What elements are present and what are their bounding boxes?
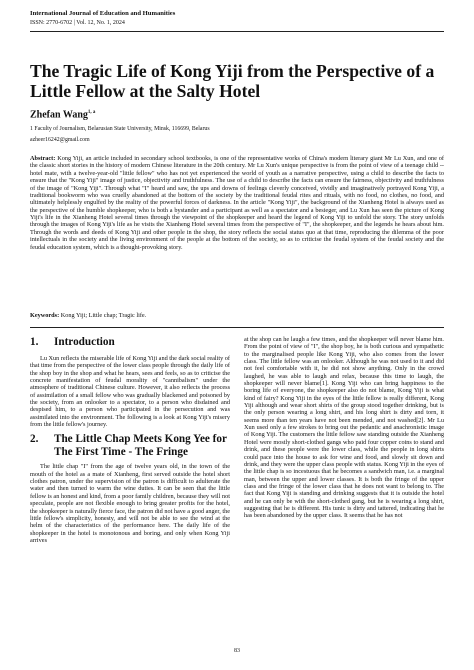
section-2-heading (30, 433, 230, 459)
section-2-text: The little chap "I" from the age of twelve years old, in the town of the mouth of the hotel as a mate of Xianheng, first served outside the hotel short clothes patron, under the supervision of the patron is difficult to adulterate the water and then turned to warm the wine duties. It can be seen that the little fellow is an honest and kind, from a poor family children, because they will not speculate, people are not flexible enough to bring greater profits for the hotel, the shopkeeper is naturally fierce face, the patron did not have a good anger, the little fellow's simplicity, honesty, and will not be able to see the wind at the helm of the characteristics of the performance here. The daily life of the shopkeeper in the hotel is monotonous and boring, and only when Kong Yiji arrives (30, 463, 231, 544)
author-name: Zhefan Wang (30, 109, 88, 121)
journal-name: International Journal of Education and Humanities (30, 10, 176, 17)
abstract-text: Kong Yiji, an article included in secondary school textbooks, is one of the representative works of China's modern literary giant Mr Lu Xun, and one of the classic short stories in the history of modern Chinese literature in the 20th century. Mr Lu Xun's unique perspective is from the point of view of a teenage child -- hotel mate, with a twelve-year-old "little fellow" who has not yet experienced the world of youth as a narrative perspective, using a child to describe the facts to ensure that the "Kong Yiji" image of justice, objectivity and truthfulness. The use of a child to describe the facts can ensure the fairness, objectivity and truthfulness of the image of "Kong Yiji". Through what "I" heard and saw, the ups and downs of feelings cleverly conceived, vividly and imaginatively portrayed Kong Yiji, a traditional bookworm who was cruelly abandoned at the bottom of the society by the traditional feudal rites and rituals, with no food, no clothes, no food, and ultimately helplessly engulfed by the reality of the powerful forces of darkness. In the article "Kong Yiji", the background of the Xianheng Hotel is always used as the perspective of the humble shopkeeper, who is both a bystander and a participant as well as a spectator and a besieger, and Lu Xun has seen the picture of Kong Yiji's life in the Xianheng Hotel several times through the viewpoint of the shopkeeper and heard the legend of Kong Yiji to unfold the story. The story unfolds through the images of Kong Yiji's life as he visits the Xianheng Hotel several times from the perspective of "I", the shopkeeper, and the legends he hears about him. Through the words and deeds of Kong Yiji and other people in the shop, the story reflects the social status quo at that time, reproducing the dilemma of the poor intellectuals in the society and the living environment of the people at the bottom of the society, so as to criticise the feudal system of the feudal society and the feudal education system, which is a thought-provoking story. (30, 155, 445, 251)
affiliation: 1 Faculty of Journalism, Belarusian State University, Minsk, 116699, Belarus (30, 126, 210, 132)
section-1-number: 1. (30, 336, 39, 348)
issn-line: ISSN: 2770-6702 | Vol. 12, No. 1, 2024 (30, 20, 125, 26)
section-1-title: Introduction (54, 336, 115, 348)
section-2-title: The Little Chap Meets Kong Yee for The First Time - The Fringe (54, 433, 227, 459)
header-rule (30, 31, 444, 32)
left-column (30, 336, 230, 544)
keywords (30, 312, 146, 319)
keywords-rule (30, 327, 444, 328)
email: azheer16242@gmail.com (30, 137, 90, 143)
author (30, 107, 95, 121)
page-number: 83 (234, 648, 240, 654)
abstract (30, 155, 444, 251)
section-1-heading (30, 336, 230, 349)
section-2-number: 2. (30, 433, 39, 446)
right-column-text: at the shop can he laugh a few times, and the shopkeeper will never blame him. From the point of view of "I", the shop boy, he is both curious and sympathetic to the marginalised people like Kong Yiji, who also comes from the lower class. The little fellow was an onlooker. Although he was not used to it and did not feel comfortable with it, he did not show anything. Only in the crowd laughed, he was able to laugh and relax, because this time to laugh, the shopkeeper will never blame[1]. Kong Yiji who can bring happiness to the boring life of everyone, the shopkeeper also do not blame, Kong Yiji is what kind of fairy? Kong Yiji in the eyes of the little fellow is really different, Kong Yiji although and wear short shirts of the group stood together drinking, but is the only person wearing a long shirt, and his long shirt is dirty and torn, it seems more than ten years have not been mended, and not washed[2]. Mr Lu Xun used only a few strokes to bring out the pedantic and anachronistic image of Kong Yiji. The customers the little fellow saw standing outside the Xianheng Hotel were mostly short-clothed gangs who paid four copper coins to stand and drink, and these people were the lower class, while the people in long shirts could pace into the house to ask for wine and food, and slowly sit down and drink, and they were the upper class people with status. Kong Yiji in the eyes of the little chap is so incestuous that he becomes a sandwich man, i.e. a marginal man, between the upper and lower classes. It is both the fringe of the upper class and the fringe of the lower class that he does not want to belong to. The fact that Kong Yiji is standing and drinking suggests that it is outside the hotel and he can only be with the short-clothed gang, but he is wearing a long shirt, suggesting that he is different. His tunic is dirty and tattered, indicating that he has been abandoned by the upper class. It seems that he has not (244, 336, 444, 520)
author-affiliation-mark: 1, a (87, 110, 96, 115)
keywords-label: Keywords: (30, 312, 60, 319)
abstract-label: Abstract: (30, 155, 56, 162)
right-column (244, 336, 444, 520)
keywords-text: Kong Yiji; Little chap; Tragic life. (60, 312, 147, 319)
paper-title: The Tragic Life of Kong Yiji from the Perspective of a Little Fellow at the Salty Hotel (30, 61, 435, 101)
section-1-text: Lu Xun reflects the miserable life of Kong Yiji and the dark social reality of that time from the perspective of the lower class people through the daily life of the shop boy in the shop and what he hears, sees and feels, so as to criticise the concrete manifestation of feudal morality of "cannibalism" under the atmosphere of traditional Chinese culture. However, it also reflects the process of assimilation of a small fellow who was gradually blackened and poisoned by the society, from an onlooker to a spectator, to a person who disdained and despised him, to a person who participated in the persecution and was assimilated into the environment. The following is a look at Kong Yiji's misery from the little fellow's journey. (30, 355, 230, 429)
